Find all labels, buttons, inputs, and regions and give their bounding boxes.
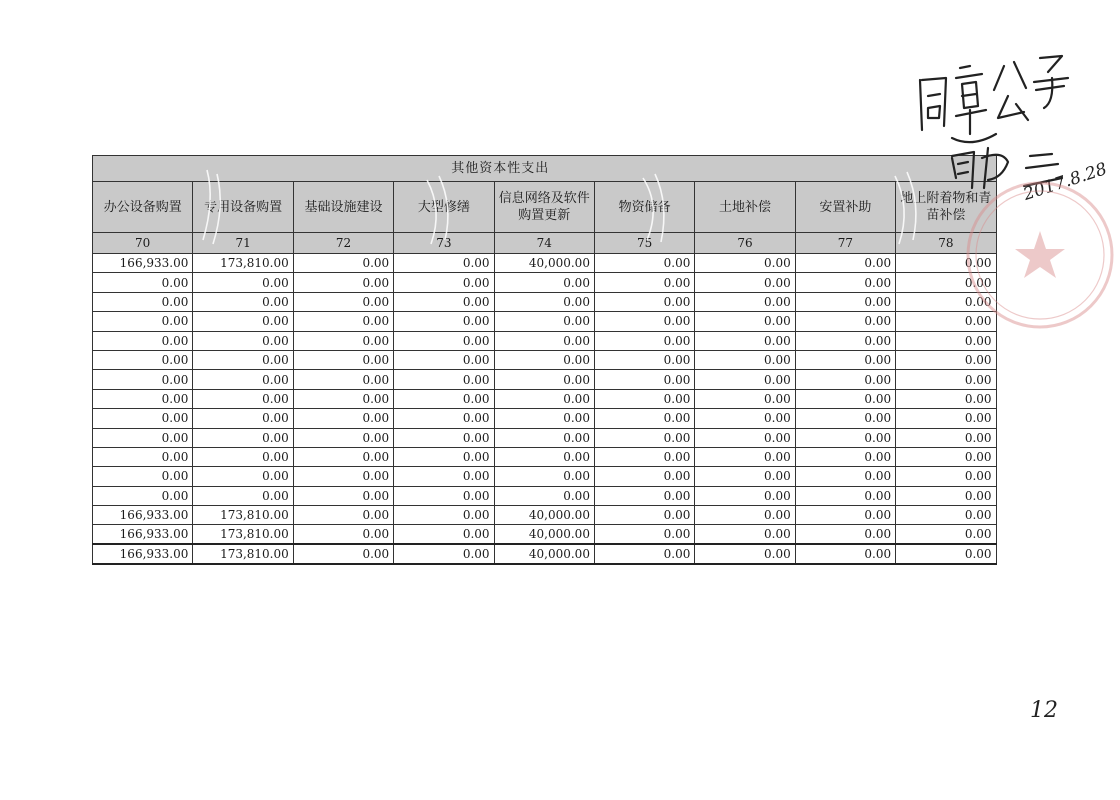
table-cell: 0.00 xyxy=(93,447,193,466)
table-cell: 0.00 xyxy=(494,331,594,350)
table-row xyxy=(93,292,997,311)
column-number-row xyxy=(93,233,997,254)
table-cell: 0.00 xyxy=(494,273,594,292)
table-cell: 0.00 xyxy=(193,428,293,447)
table-cell: 0.00 xyxy=(293,486,393,505)
column-header: 专用设备购置 xyxy=(193,182,293,233)
table-cell: 0.00 xyxy=(896,370,996,389)
table-cell: 0.00 xyxy=(193,389,293,408)
total-cell: 40,000.00 xyxy=(494,544,594,563)
table-cell: 0.00 xyxy=(293,312,393,331)
table-body xyxy=(93,254,997,564)
table-cell: 0.00 xyxy=(293,273,393,292)
total-cell: 173,810.00 xyxy=(193,544,293,563)
table-row xyxy=(93,506,997,525)
table-row xyxy=(93,350,997,369)
table-cell: 0.00 xyxy=(795,525,895,544)
table-cell: 0.00 xyxy=(795,486,895,505)
table-cell: 0.00 xyxy=(795,506,895,525)
table-cell: 0.00 xyxy=(896,254,996,273)
table-cell: 166,933.00 xyxy=(93,506,193,525)
table-cell: 0.00 xyxy=(394,409,494,428)
table-cell: 0.00 xyxy=(494,486,594,505)
table-cell: 0.00 xyxy=(293,447,393,466)
table-cell: 0.00 xyxy=(594,447,694,466)
table-cell: 0.00 xyxy=(896,447,996,466)
table-cell: 0.00 xyxy=(795,273,895,292)
table-cell: 0.00 xyxy=(695,331,795,350)
table-cell: 0.00 xyxy=(494,350,594,369)
table-cell: 0.00 xyxy=(394,428,494,447)
table-cell: 0.00 xyxy=(93,428,193,447)
table-cell: 0.00 xyxy=(494,447,594,466)
table-cell: 0.00 xyxy=(594,370,694,389)
table-cell: 0.00 xyxy=(93,312,193,331)
table-row xyxy=(93,467,997,486)
table-cell: 173,810.00 xyxy=(193,506,293,525)
table-cell: 0.00 xyxy=(896,486,996,505)
table-cell: 0.00 xyxy=(293,370,393,389)
table-cell: 0.00 xyxy=(494,370,594,389)
table-cell: 0.00 xyxy=(293,525,393,544)
table-cell: 0.00 xyxy=(394,312,494,331)
table-cell: 0.00 xyxy=(896,292,996,311)
table-cell: 0.00 xyxy=(896,389,996,408)
total-cell: 0.00 xyxy=(896,544,996,563)
table-cell: 0.00 xyxy=(594,506,694,525)
table-cell: 0.00 xyxy=(494,428,594,447)
table-cell: 0.00 xyxy=(695,486,795,505)
table-cell: 0.00 xyxy=(594,350,694,369)
table-row xyxy=(93,273,997,292)
page-number: 12 xyxy=(1030,698,1058,723)
total-cell: 0.00 xyxy=(795,544,895,563)
table-cell: 0.00 xyxy=(93,331,193,350)
table-cell: 0.00 xyxy=(594,486,694,505)
table-cell: 0.00 xyxy=(594,428,694,447)
column-number: 71 xyxy=(193,233,293,254)
total-row xyxy=(93,544,997,563)
table-cell: 0.00 xyxy=(193,370,293,389)
column-number: 74 xyxy=(494,233,594,254)
table-cell: 0.00 xyxy=(594,254,694,273)
table-cell: 0.00 xyxy=(394,370,494,389)
table-cell: 0.00 xyxy=(293,428,393,447)
table-cell: 0.00 xyxy=(695,350,795,369)
table-cell: 40,000.00 xyxy=(494,525,594,544)
table-cell: 0.00 xyxy=(896,525,996,544)
table-cell: 0.00 xyxy=(293,409,393,428)
table-cell: 0.00 xyxy=(695,273,795,292)
table-cell: 0.00 xyxy=(594,525,694,544)
table-cell: 0.00 xyxy=(795,409,895,428)
table-cell: 0.00 xyxy=(795,350,895,369)
table-cell: 0.00 xyxy=(193,331,293,350)
column-header: 地上附着物和青苗补偿 xyxy=(896,182,996,233)
table-cell: 0.00 xyxy=(193,292,293,311)
table-cell: 0.00 xyxy=(293,292,393,311)
table-cell: 0.00 xyxy=(695,370,795,389)
table-cell: 0.00 xyxy=(695,467,795,486)
table-cell: 0.00 xyxy=(93,389,193,408)
group-header-row xyxy=(93,156,997,182)
table-row xyxy=(93,331,997,350)
table-cell: 0.00 xyxy=(394,350,494,369)
capital-expenditure-table xyxy=(92,155,997,565)
column-number: 75 xyxy=(594,233,694,254)
table-cell: 0.00 xyxy=(93,292,193,311)
table-cell: 0.00 xyxy=(695,506,795,525)
table-cell: 0.00 xyxy=(795,389,895,408)
table-cell: 0.00 xyxy=(695,428,795,447)
total-cell: 166,933.00 xyxy=(93,544,193,563)
table-cell: 0.00 xyxy=(594,273,694,292)
table-cell: 0.00 xyxy=(93,350,193,369)
table-cell: 173,810.00 xyxy=(193,525,293,544)
table-cell: 0.00 xyxy=(594,292,694,311)
table-cell: 0.00 xyxy=(394,254,494,273)
column-header: 土地补偿 xyxy=(695,182,795,233)
table-cell: 0.00 xyxy=(193,486,293,505)
table-cell: 0.00 xyxy=(93,409,193,428)
table-cell: 0.00 xyxy=(695,447,795,466)
table-row xyxy=(93,486,997,505)
column-number: 76 xyxy=(695,233,795,254)
table-cell: 0.00 xyxy=(93,467,193,486)
table-cell: 0.00 xyxy=(795,467,895,486)
table-cell: 166,933.00 xyxy=(93,525,193,544)
table-cell: 0.00 xyxy=(594,312,694,331)
table-cell: 0.00 xyxy=(594,467,694,486)
table-cell: 0.00 xyxy=(594,409,694,428)
table-row xyxy=(93,254,997,273)
total-cell: 0.00 xyxy=(695,544,795,563)
table-cell: 0.00 xyxy=(494,292,594,311)
table-row xyxy=(93,409,997,428)
table-cell: 0.00 xyxy=(394,525,494,544)
total-cell: 0.00 xyxy=(293,544,393,563)
table-cell: 0.00 xyxy=(394,273,494,292)
table-row xyxy=(93,525,997,544)
column-header: 办公设备购置 xyxy=(93,182,193,233)
column-name-row xyxy=(93,182,997,233)
table-cell: 0.00 xyxy=(896,273,996,292)
table-cell: 40,000.00 xyxy=(494,254,594,273)
table-cell: 0.00 xyxy=(494,409,594,428)
column-header: 信息网络及软件购置更新 xyxy=(494,182,594,233)
table-cell: 0.00 xyxy=(594,389,694,408)
table-cell: 0.00 xyxy=(594,331,694,350)
table-cell: 0.00 xyxy=(795,292,895,311)
table-cell: 0.00 xyxy=(795,370,895,389)
table-cell: 0.00 xyxy=(193,273,293,292)
table-cell: 0.00 xyxy=(394,331,494,350)
table-cell: 0.00 xyxy=(695,525,795,544)
column-number: 73 xyxy=(394,233,494,254)
table-cell: 0.00 xyxy=(293,506,393,525)
table-cell: 0.00 xyxy=(896,312,996,331)
table-cell: 0.00 xyxy=(193,350,293,369)
column-header: 大型修缮 xyxy=(394,182,494,233)
table-cell: 40,000.00 xyxy=(494,506,594,525)
table-cell: 0.00 xyxy=(795,331,895,350)
column-number: 70 xyxy=(93,233,193,254)
column-header: 物资储备 xyxy=(594,182,694,233)
table-cell: 0.00 xyxy=(695,254,795,273)
table-cell: 166,933.00 xyxy=(93,254,193,273)
table-cell: 0.00 xyxy=(394,389,494,408)
table-cell: 0.00 xyxy=(795,312,895,331)
table-cell: 0.00 xyxy=(293,389,393,408)
table-cell: 173,810.00 xyxy=(193,254,293,273)
table-cell: 0.00 xyxy=(494,389,594,408)
table-cell: 0.00 xyxy=(695,292,795,311)
column-header: 安置补助 xyxy=(795,182,895,233)
column-number: 78 xyxy=(896,233,996,254)
table-cell: 0.00 xyxy=(193,312,293,331)
table-cell: 0.00 xyxy=(394,447,494,466)
table-cell: 0.00 xyxy=(795,254,895,273)
table-cell: 0.00 xyxy=(494,312,594,331)
table-cell: 0.00 xyxy=(695,389,795,408)
table-cell: 0.00 xyxy=(293,350,393,369)
table-row xyxy=(93,389,997,408)
column-header: 基础设施建设 xyxy=(293,182,393,233)
table-cell: 0.00 xyxy=(795,428,895,447)
table-cell: 0.00 xyxy=(394,486,494,505)
table-cell: 0.00 xyxy=(695,409,795,428)
table-cell: 0.00 xyxy=(394,506,494,525)
column-number: 77 xyxy=(795,233,895,254)
group-header-blank xyxy=(93,156,294,182)
table-cell: 0.00 xyxy=(896,506,996,525)
column-number: 72 xyxy=(293,233,393,254)
table-row xyxy=(93,428,997,447)
handwritten-date: 2017.8.28 xyxy=(1021,159,1110,205)
table-cell: 0.00 xyxy=(896,428,996,447)
table-cell: 0.00 xyxy=(394,292,494,311)
table-cell: 0.00 xyxy=(93,486,193,505)
table-cell: 0.00 xyxy=(193,467,293,486)
table-cell: 0.00 xyxy=(394,467,494,486)
table-cell: 0.00 xyxy=(193,447,293,466)
table-cell: 0.00 xyxy=(93,273,193,292)
table-row xyxy=(93,370,997,389)
table-cell: 0.00 xyxy=(896,467,996,486)
table-cell: 0.00 xyxy=(795,447,895,466)
table-cell: 0.00 xyxy=(896,331,996,350)
table-cell: 0.00 xyxy=(293,467,393,486)
table-cell: 0.00 xyxy=(896,409,996,428)
table-row xyxy=(93,312,997,331)
total-cell: 0.00 xyxy=(594,544,694,563)
table-cell: 0.00 xyxy=(494,467,594,486)
group-header-title: 其他资本性支出 xyxy=(293,156,996,182)
table-cell: 0.00 xyxy=(193,409,293,428)
total-cell: 0.00 xyxy=(394,544,494,563)
table-row xyxy=(93,447,997,466)
table-cell: 0.00 xyxy=(293,254,393,273)
table-cell: 0.00 xyxy=(896,350,996,369)
table-cell: 0.00 xyxy=(293,331,393,350)
table-cell: 0.00 xyxy=(695,312,795,331)
table-cell: 0.00 xyxy=(93,370,193,389)
